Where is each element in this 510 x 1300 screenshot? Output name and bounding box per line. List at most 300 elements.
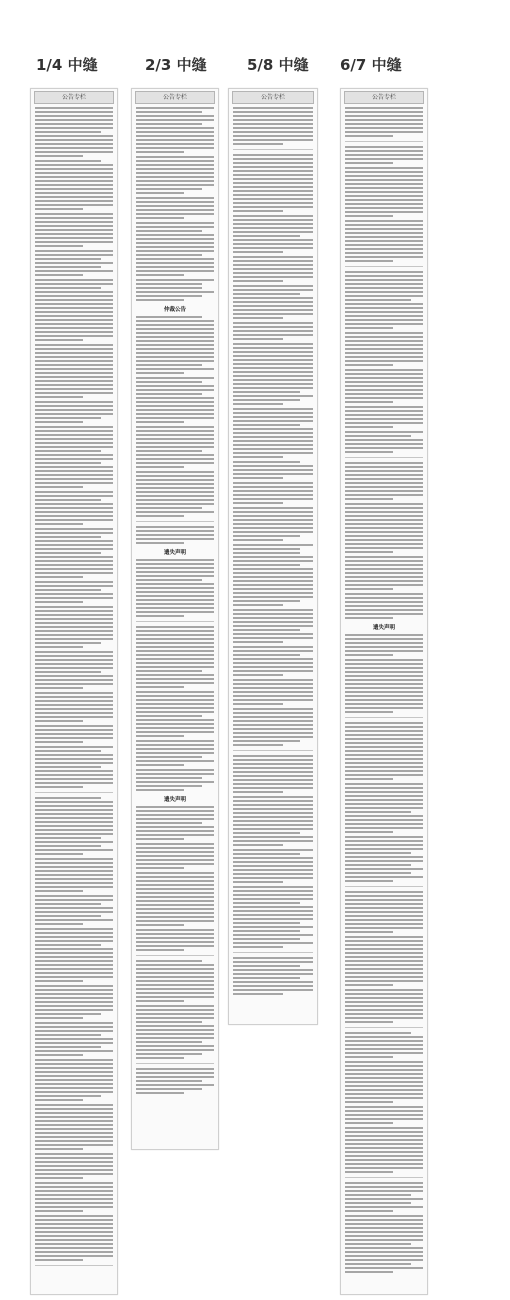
notice-paragraph — [136, 279, 214, 301]
text-line — [345, 252, 423, 254]
text-line — [35, 1173, 113, 1175]
text-line — [233, 625, 313, 627]
text-line — [35, 646, 83, 648]
text-line — [35, 217, 113, 219]
notice-paragraph — [233, 461, 313, 479]
text-line — [35, 866, 113, 868]
text-line — [345, 1171, 393, 1173]
text-line — [35, 1108, 113, 1110]
text-line — [35, 805, 113, 807]
text-line — [136, 381, 202, 383]
strip-body — [132, 107, 218, 1094]
text-line — [35, 1165, 113, 1167]
text-line — [136, 172, 214, 174]
text-line — [345, 551, 393, 553]
notice-paragraph — [35, 213, 113, 247]
text-line — [136, 777, 202, 779]
text-line — [35, 1198, 113, 1200]
text-line — [136, 872, 214, 874]
text-line — [136, 483, 214, 485]
notice-paragraph — [345, 1061, 423, 1103]
text-line — [35, 737, 113, 739]
text-line — [136, 851, 214, 853]
text-line — [233, 572, 313, 574]
divider — [345, 1027, 423, 1028]
text-line — [136, 607, 214, 609]
text-line — [233, 886, 313, 888]
text-line — [35, 208, 83, 210]
text-line — [35, 295, 113, 297]
text-line — [233, 502, 283, 504]
text-line — [35, 270, 113, 272]
divider — [35, 792, 113, 793]
text-line — [233, 914, 313, 916]
text-line — [35, 1042, 113, 1044]
text-line — [233, 119, 313, 121]
text-line — [136, 143, 214, 145]
text-line — [35, 1169, 113, 1171]
text-line — [345, 1147, 423, 1149]
text-line — [35, 356, 113, 358]
text-line — [35, 196, 113, 198]
text-line — [345, 638, 423, 640]
text-line — [345, 240, 423, 242]
notice-paragraph — [345, 332, 423, 366]
text-line — [345, 1247, 423, 1249]
text-line — [35, 421, 83, 423]
text-line — [233, 646, 313, 648]
text-line — [345, 774, 423, 776]
text-line — [35, 1190, 113, 1192]
text-line — [35, 111, 113, 113]
notice-paragraph — [233, 107, 313, 145]
text-line — [233, 223, 313, 225]
text-line — [136, 258, 214, 260]
text-line — [35, 307, 113, 309]
text-line — [35, 940, 113, 942]
text-line — [35, 119, 113, 121]
text-line — [233, 355, 313, 357]
text-line — [136, 1021, 202, 1023]
text-line — [345, 1239, 423, 1241]
text-line — [345, 923, 423, 925]
text-line — [345, 348, 423, 350]
text-line — [345, 1040, 423, 1042]
notice-paragraph — [345, 989, 423, 1023]
text-line — [345, 1001, 423, 1003]
text-line — [136, 1076, 214, 1078]
text-line — [35, 671, 101, 673]
text-line — [233, 609, 313, 611]
text-line — [233, 107, 313, 109]
text-line — [233, 115, 313, 117]
text-line — [345, 907, 423, 909]
text-line — [345, 547, 423, 549]
divider — [233, 952, 313, 953]
text-line — [35, 993, 113, 995]
text-line — [136, 638, 214, 640]
text-line — [35, 396, 83, 398]
text-line — [345, 911, 423, 913]
text-line — [136, 834, 214, 836]
text-line — [35, 323, 113, 325]
text-line — [345, 807, 423, 809]
text-line — [233, 347, 313, 349]
text-line — [35, 283, 113, 285]
text-line — [233, 869, 313, 871]
text-line — [233, 182, 313, 184]
text-line — [35, 540, 113, 542]
text-line — [35, 348, 113, 350]
text-line — [35, 1148, 83, 1150]
text-line — [233, 507, 313, 509]
notice-paragraph — [136, 740, 214, 766]
text-line — [136, 115, 214, 117]
text-line — [35, 155, 83, 157]
text-line — [35, 519, 113, 521]
notice-heading: 遗失声明 — [163, 797, 186, 803]
text-line — [345, 482, 423, 484]
text-line — [136, 471, 214, 473]
text-line — [233, 256, 313, 258]
text-line — [345, 848, 423, 850]
text-line — [136, 715, 202, 717]
text-line — [345, 486, 423, 488]
text-line — [35, 874, 113, 876]
text-line — [35, 360, 113, 362]
text-line — [233, 519, 313, 521]
notice-heading: 仲裁公告 — [163, 307, 186, 313]
text-line — [35, 556, 113, 558]
text-line — [345, 1061, 423, 1063]
text-line — [35, 700, 113, 702]
text-line — [35, 1104, 113, 1106]
text-line — [233, 691, 313, 693]
text-line — [35, 1223, 113, 1225]
text-line — [136, 662, 214, 664]
text-line — [136, 863, 214, 865]
text-line — [136, 454, 214, 456]
text-line — [345, 315, 423, 317]
text-line — [136, 630, 214, 632]
text-line — [345, 695, 423, 697]
notice-paragraph — [233, 849, 313, 883]
text-line — [35, 1075, 113, 1077]
newspaper-strip-3 — [228, 88, 318, 1025]
text-line — [233, 873, 313, 875]
divider — [345, 141, 423, 142]
text-line — [345, 778, 393, 780]
text-line — [345, 1032, 411, 1034]
text-line — [345, 1263, 411, 1265]
text-line — [35, 729, 113, 731]
notice-paragraph — [35, 606, 113, 648]
text-line — [136, 904, 214, 906]
text-line — [345, 1255, 423, 1257]
text-line — [35, 833, 113, 835]
text-line — [233, 523, 313, 525]
text-line — [233, 650, 313, 652]
text-line — [233, 305, 313, 307]
text-line — [233, 787, 313, 789]
text-line — [35, 225, 113, 227]
text-line — [233, 297, 313, 299]
text-line — [345, 770, 423, 772]
text-line — [35, 1063, 113, 1065]
newspaper-strip-4 — [340, 88, 428, 1295]
text-line — [233, 239, 313, 241]
text-line — [345, 956, 423, 958]
notice-paragraph — [35, 858, 113, 892]
text-line — [345, 115, 423, 117]
text-line — [345, 960, 423, 962]
text-line — [136, 201, 214, 203]
text-line — [136, 670, 202, 672]
text-line — [136, 1041, 202, 1043]
text-line — [345, 248, 423, 250]
text-line — [35, 450, 101, 452]
text-line — [345, 803, 423, 805]
text-line — [345, 1085, 423, 1087]
text-line — [136, 479, 214, 481]
text-line — [136, 530, 214, 532]
text-line — [345, 527, 423, 529]
text-line — [35, 291, 113, 293]
text-line — [35, 458, 113, 460]
notice-paragraph — [345, 722, 423, 780]
text-line — [136, 421, 184, 423]
text-line — [233, 679, 313, 681]
text-line — [136, 748, 214, 750]
text-line — [136, 515, 184, 517]
text-line — [35, 882, 113, 884]
text-line — [136, 650, 214, 652]
text-line — [345, 791, 423, 793]
text-line — [136, 135, 214, 137]
text-line — [35, 932, 113, 934]
text-line — [233, 938, 300, 940]
notice-paragraph — [136, 156, 214, 194]
text-line — [35, 1194, 113, 1196]
text-line — [35, 564, 113, 566]
notice-paragraph — [136, 691, 214, 737]
text-line — [233, 812, 313, 814]
text-line — [345, 1056, 393, 1058]
text-line — [233, 317, 283, 319]
text-line — [35, 610, 113, 612]
text-line — [345, 279, 423, 281]
notice-paragraph — [136, 197, 214, 219]
text-line — [345, 332, 423, 334]
text-line — [136, 752, 214, 754]
text-line — [345, 179, 423, 181]
text-line — [345, 726, 423, 728]
text-line — [35, 899, 113, 901]
text-line — [345, 667, 423, 669]
text-line — [345, 260, 393, 262]
text-line — [345, 220, 423, 222]
text-line — [35, 151, 113, 153]
text-line — [233, 456, 283, 458]
text-line — [136, 426, 214, 428]
text-line — [233, 564, 300, 566]
notice-paragraph — [233, 755, 313, 793]
text-line — [35, 1120, 113, 1122]
text-line — [35, 503, 113, 505]
notice-paragraph — [136, 426, 214, 468]
divider — [233, 149, 313, 150]
text-line — [35, 1059, 113, 1061]
text-line — [345, 864, 411, 866]
text-line — [35, 245, 83, 247]
text-line — [345, 171, 423, 173]
text-line — [345, 393, 423, 395]
text-line — [345, 511, 423, 513]
text-line — [345, 972, 423, 974]
text-line — [35, 1153, 113, 1155]
text-line — [345, 758, 423, 760]
notice-paragraph — [345, 1032, 423, 1058]
notice-paragraph — [35, 1022, 113, 1056]
notice-paragraph — [35, 426, 113, 488]
text-line — [345, 418, 423, 420]
text-line — [345, 976, 423, 978]
text-line — [136, 368, 214, 370]
text-line — [35, 1202, 113, 1204]
text-line — [136, 773, 214, 775]
text-line — [136, 703, 214, 705]
text-line — [345, 1101, 393, 1103]
text-line — [35, 622, 113, 624]
text-line — [233, 662, 313, 664]
text-line — [345, 754, 423, 756]
notice-paragraph — [35, 895, 113, 925]
text-line — [136, 968, 214, 970]
text-line — [233, 712, 313, 714]
text-line — [35, 339, 83, 341]
text-line — [345, 1118, 423, 1120]
text-line — [136, 450, 202, 452]
text-line — [233, 695, 313, 697]
text-line — [345, 439, 423, 441]
text-line — [345, 852, 411, 854]
text-line — [136, 658, 214, 660]
text-line — [233, 604, 283, 606]
text-line — [35, 956, 113, 958]
notice-paragraph — [35, 651, 113, 689]
text-line — [345, 868, 423, 870]
notice-paragraph — [345, 634, 423, 656]
text-line — [136, 599, 214, 601]
text-line — [345, 840, 423, 842]
divider — [233, 750, 313, 751]
text-line — [345, 823, 423, 825]
text-line — [35, 123, 113, 125]
text-line — [136, 401, 214, 403]
text-line — [35, 663, 113, 665]
text-line — [35, 139, 113, 141]
text-line — [345, 593, 423, 595]
text-line — [35, 923, 83, 925]
text-line — [233, 584, 313, 586]
text-line — [35, 997, 113, 999]
text-line — [136, 1092, 184, 1094]
text-line — [35, 845, 101, 847]
text-line — [35, 376, 113, 378]
text-line — [35, 774, 113, 776]
text-line — [35, 1116, 113, 1118]
text-line — [136, 176, 214, 178]
text-line — [345, 1231, 423, 1233]
divider — [345, 266, 423, 267]
text-line — [345, 691, 423, 693]
text-line — [233, 926, 313, 928]
text-line — [233, 403, 283, 405]
text-line — [233, 544, 313, 546]
text-line — [345, 1135, 423, 1137]
text-line — [345, 199, 423, 201]
text-line — [233, 881, 283, 883]
text-line — [345, 564, 423, 566]
text-line — [345, 162, 393, 164]
text-line — [35, 614, 113, 616]
text-line — [345, 291, 423, 293]
notice-paragraph — [233, 507, 313, 541]
text-line — [233, 771, 313, 773]
text-line — [136, 250, 214, 252]
text-line — [233, 383, 313, 385]
text-line — [345, 1251, 423, 1253]
text-line — [35, 274, 83, 276]
text-line — [233, 699, 313, 701]
notice-paragraph — [35, 725, 113, 743]
text-line — [136, 344, 214, 346]
text-line — [233, 440, 313, 442]
text-line — [35, 782, 113, 784]
notice-paragraph — [35, 160, 113, 210]
text-line — [136, 160, 214, 162]
text-line — [35, 1247, 113, 1249]
text-line — [233, 934, 313, 936]
text-line — [233, 309, 313, 311]
text-line — [136, 603, 214, 605]
text-line — [35, 409, 113, 411]
text-line — [233, 775, 313, 777]
text-line — [35, 634, 113, 636]
text-line — [136, 1053, 202, 1055]
text-line — [233, 162, 313, 164]
text-line — [136, 352, 214, 354]
notice-paragraph — [136, 526, 214, 544]
text-line — [345, 183, 423, 185]
text-line — [345, 880, 393, 882]
notice-paragraph — [136, 316, 214, 374]
text-line — [35, 1071, 113, 1073]
notice-paragraph — [136, 471, 214, 517]
text-line — [233, 767, 313, 769]
text-line — [233, 910, 313, 912]
text-line — [35, 1235, 113, 1237]
text-line — [345, 336, 423, 338]
text-line — [233, 301, 313, 303]
text-line — [35, 750, 101, 752]
text-line — [35, 1259, 83, 1261]
text-line — [345, 195, 423, 197]
divider — [345, 717, 423, 718]
notice-paragraph — [233, 609, 313, 643]
text-line — [233, 666, 313, 668]
text-line — [136, 960, 202, 962]
